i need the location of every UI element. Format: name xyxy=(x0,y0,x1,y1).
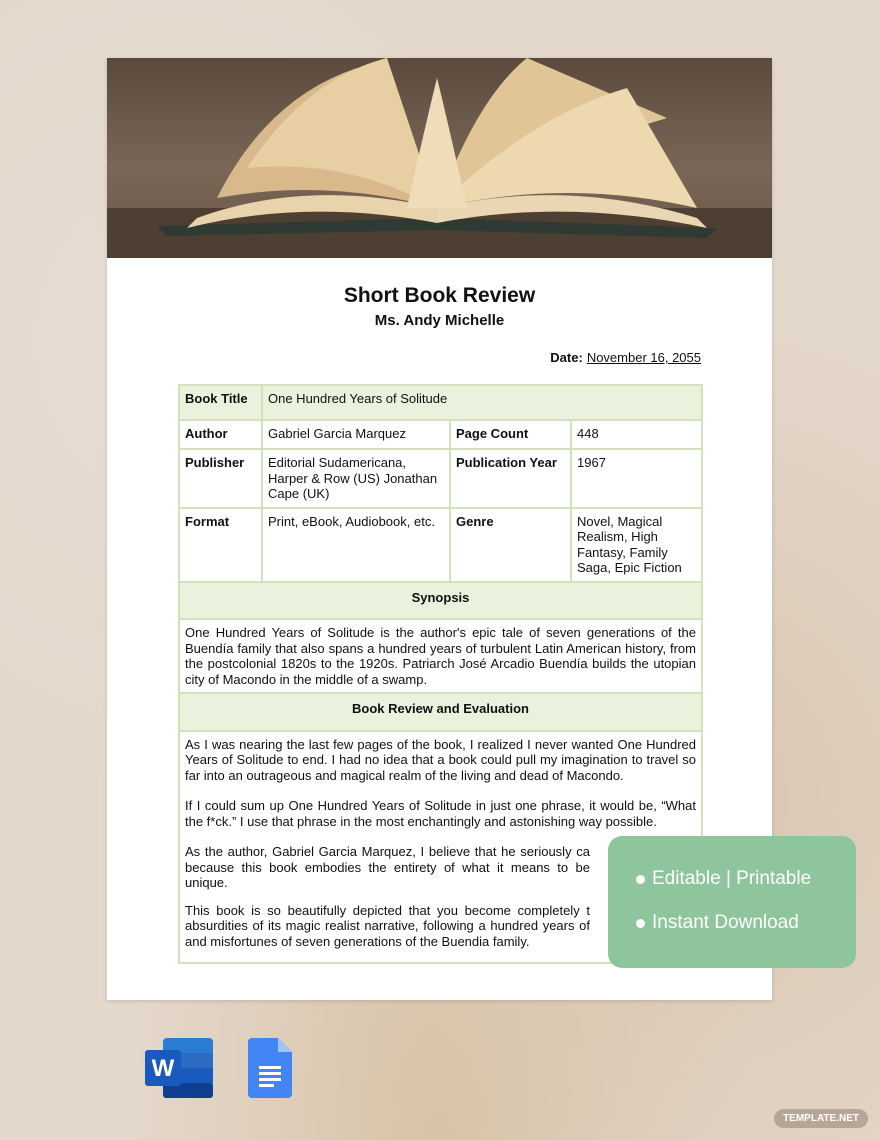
feature-label: Instant Download xyxy=(652,912,799,933)
review-paragraph: If I could sum up One Hundred Years of Solitude in just one phrase, it would be, “What the f*ck.” I use that phrase in the most enchantingly and astonishing way possible. xyxy=(185,798,696,829)
date-value: November 16, 2055 xyxy=(586,350,701,365)
publisher-value: Editorial Sudamericana, Harper & Row (US) Jonathan Cape (UK) xyxy=(262,449,450,508)
author-label: Author xyxy=(179,420,262,449)
synopsis-body xyxy=(179,619,702,693)
page-count-label: Page Count xyxy=(450,420,571,449)
word-icon[interactable] xyxy=(145,1038,213,1098)
feature-label: Editable | Printable xyxy=(652,868,812,889)
format-value: Print, eBook, Audiobook, etc. xyxy=(262,508,450,582)
watermark: TEMPLATE.NET xyxy=(774,1109,868,1128)
bullet-icon xyxy=(636,875,645,884)
publisher-label: Publisher xyxy=(179,449,262,508)
page-title: Short Book Review xyxy=(343,284,536,307)
format-label: Format xyxy=(179,508,262,582)
feature-item xyxy=(636,912,799,934)
review-paragraph: As I was nearing the last few pages of the book, I realized I never wanted One Hundred Years of Solitude to end. I had no idea that a book could pull my imagination to travel so far into an outrageous and magical realm of the living and dead of Macondo. xyxy=(185,736,696,783)
author-value: Gabriel Garcia Marquez xyxy=(262,420,450,449)
feature-item xyxy=(636,868,811,890)
publication-year-value: 1967 xyxy=(571,449,702,508)
synopsis-text: One Hundred Years of Solitude is the author's epic tale of seven generations of the Buendía family that also spans a hundred years of turbulent Latin American history, from the postcolonial 1820s to the 1920s. Patriarch José Arcadio Buendía builds the utopian city of Macondo in the middle of a swamp. xyxy=(185,625,696,687)
google-docs-icon[interactable] xyxy=(248,1038,292,1098)
bullet-icon xyxy=(636,919,645,928)
genre-label: Genre xyxy=(450,508,571,582)
review-paragraph: As the author, Gabriel Garcia Marquez, I believe that he seriously ca because this book embodies the entirety of what it means to be unique. xyxy=(185,844,590,890)
date-line xyxy=(550,350,701,365)
publication-year-label: Publication Year xyxy=(450,449,571,508)
features-badge xyxy=(608,836,856,968)
reviewer-name: Ms. Andy Michelle xyxy=(374,312,505,329)
synopsis-header: Synopsis xyxy=(179,582,702,620)
review-header: Book Review and Evaluation xyxy=(179,693,702,731)
date-label: Date: xyxy=(550,350,583,365)
page-count-value: 448 xyxy=(571,420,702,449)
svg-text:W: W xyxy=(151,1055,175,1082)
review-paragraph: This book is so beautifully depicted that you become completely t absurdities of its magic realist narrative, following a hundred years of and misfortunes of seven generations of the Buendia family. xyxy=(185,902,590,949)
genre-value: Novel, Magical Realism, High Fantasy, Family Saga, Epic Fiction xyxy=(571,508,702,582)
open-book-image xyxy=(107,58,772,258)
book-title-value: One Hundred Years of Solitude xyxy=(262,385,702,420)
book-title-label: Book Title xyxy=(179,385,262,420)
